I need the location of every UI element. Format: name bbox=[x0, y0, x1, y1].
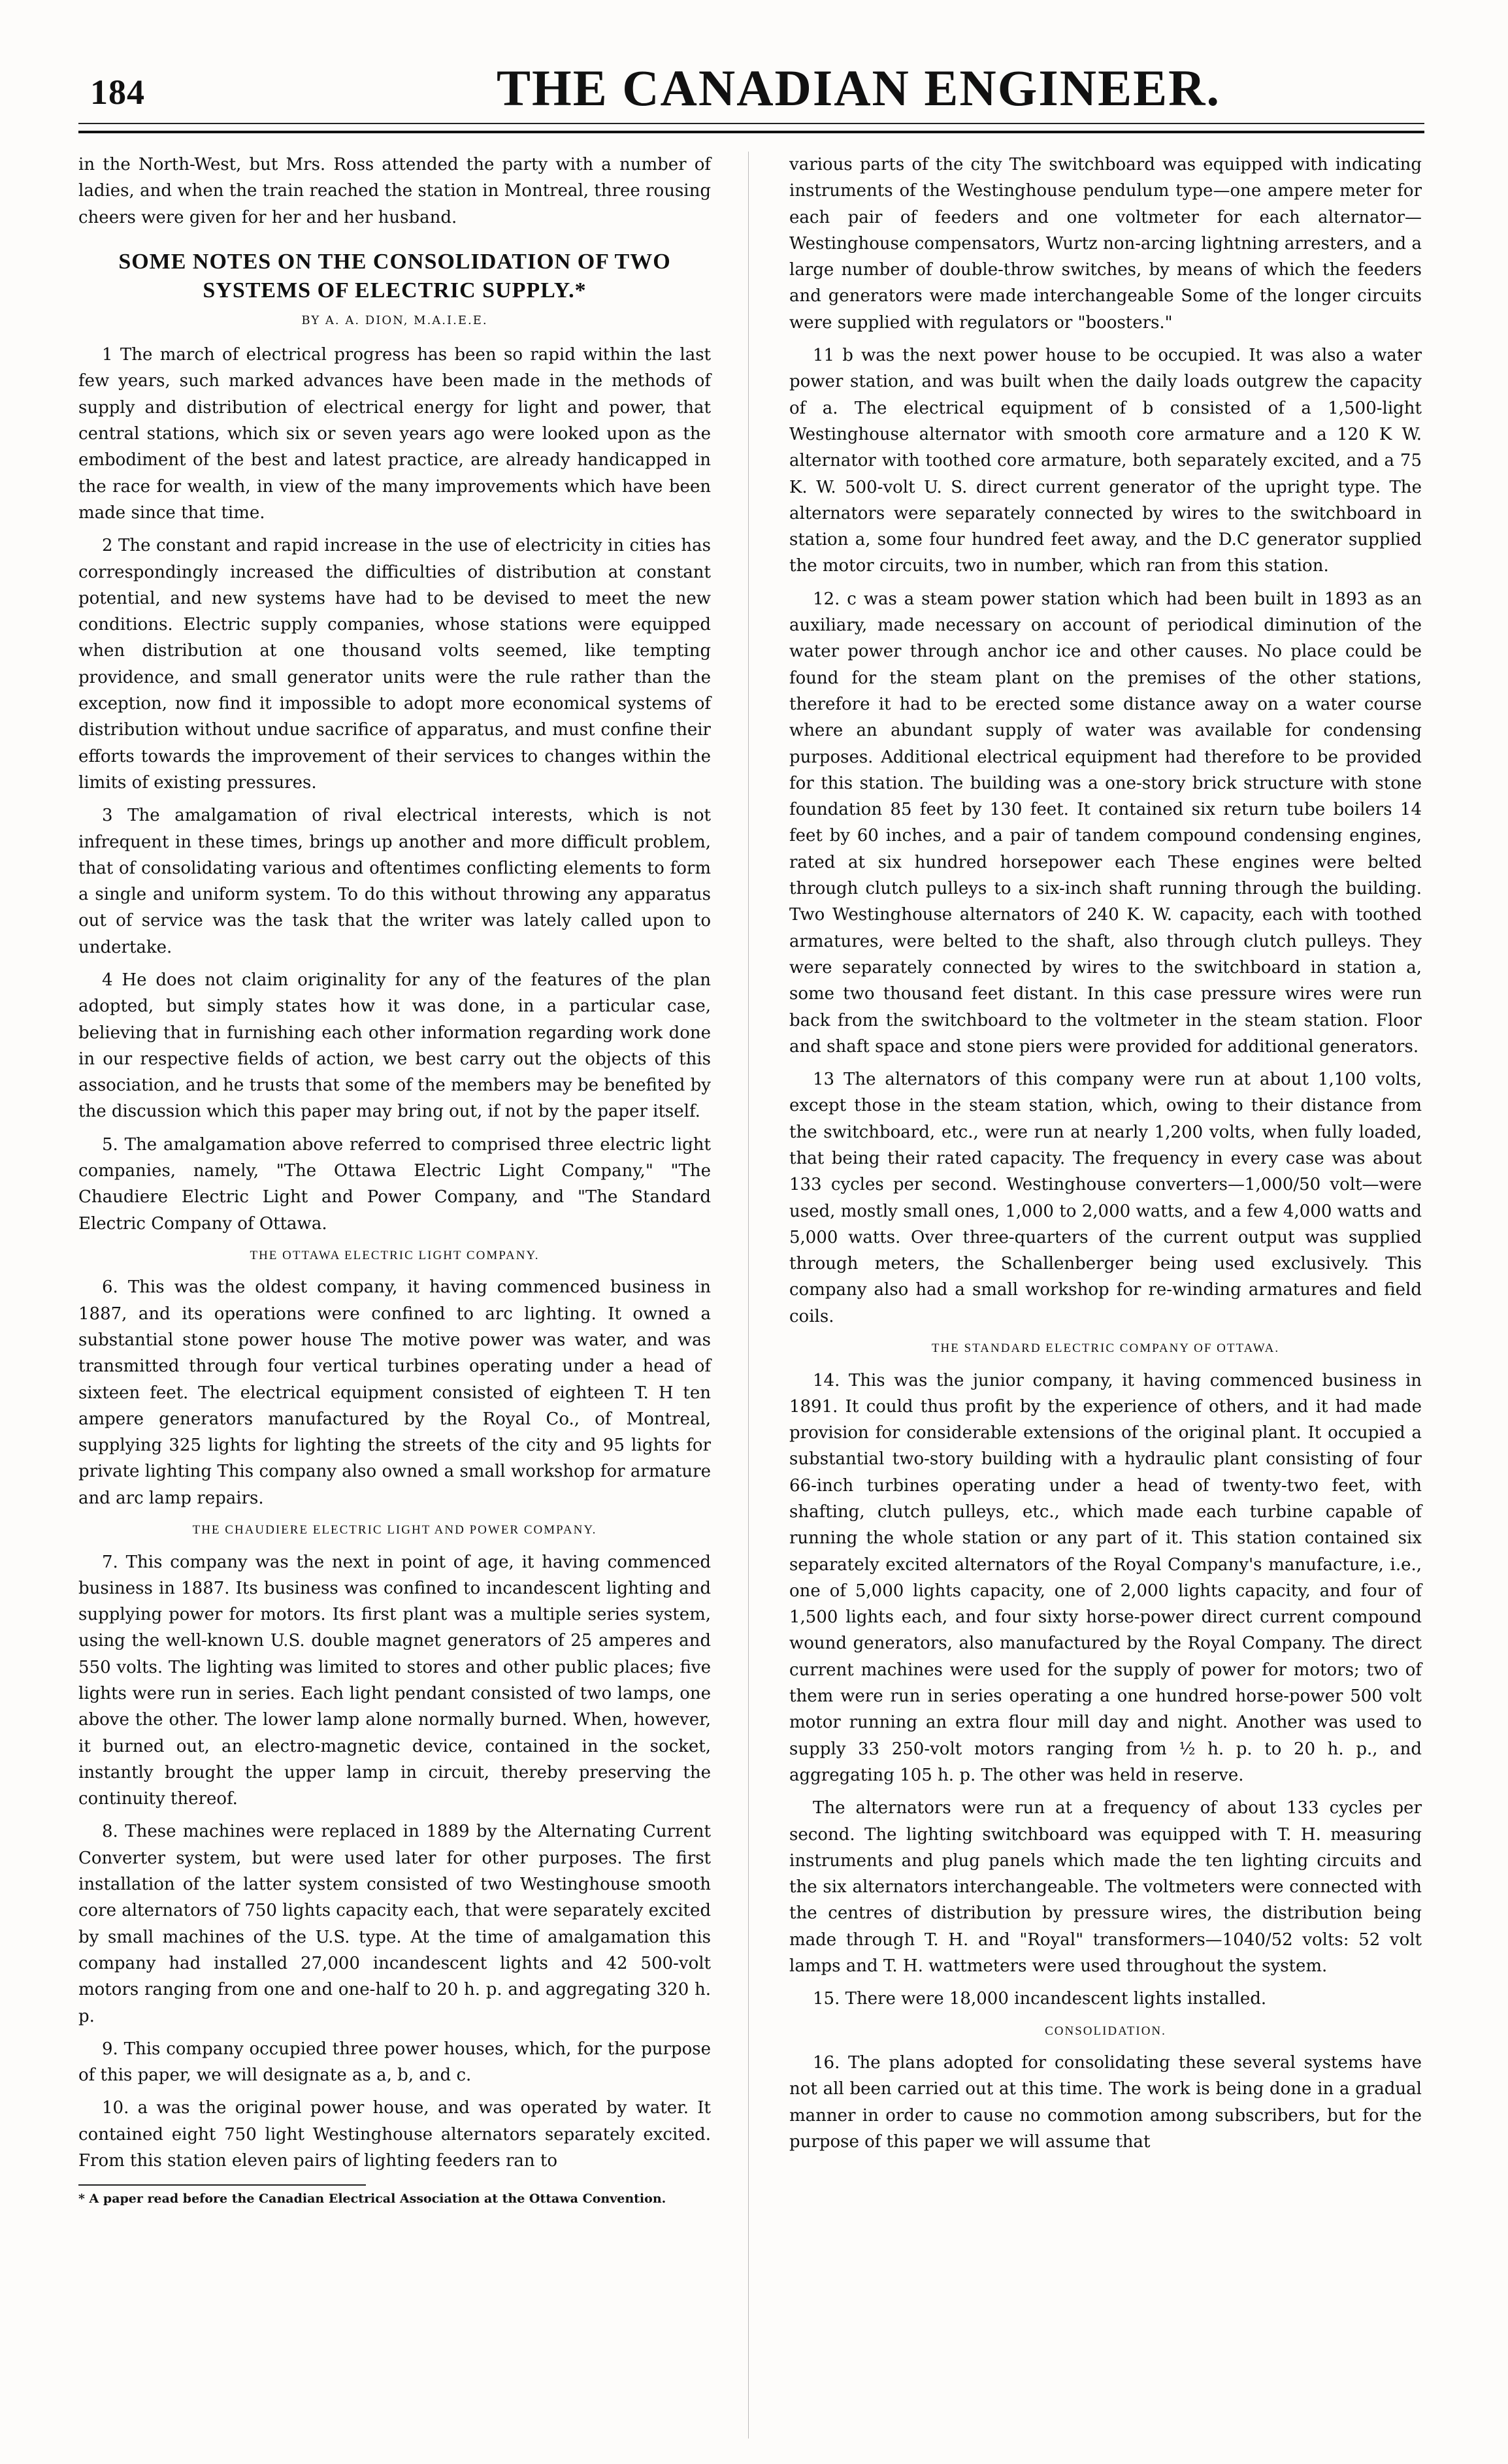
paragraph-10: 10. a was the original power house, and was operated by water. It contained eight 750 light Westinghouse alternators separately excited. From this station eleven pairs of lighting feeders ran to bbox=[78, 2098, 711, 2171]
paragraph-13: 13 The alternators of this company were run at about 1,100 volts, except those in the steam station, which, owing to their distance from the switchboard, etc., were run at nearly 1,200 volts, when fully loaded, that being their rated capacity. The frequency in every case was about 133 cycles per second. Westinghouse converters—1,000/50 volt—were used, mostly small ones, 1,000 to 2,000 watts, and a few 4,000 watts and 5,000 watts. Over three-quarters of the current output was supplied through meters, the Schallenberger being used exclusively. This company also had a small workshop for re-winding armatures and field coils. bbox=[789, 1070, 1422, 1326]
footnote-rule bbox=[78, 2184, 366, 2186]
section-heading-chaudiere: THE CHAUDIERE ELECTRIC LIGHT AND POWER COMPANY. bbox=[192, 1523, 597, 1537]
article-byline: BY A. A. DION, M.A.I.E.E. bbox=[301, 314, 488, 328]
header-rule-thick bbox=[78, 131, 1424, 133]
article-title: SOME NOTES ON THE CONSOLIDATION OF TWO SYSTEMS OF ELECTRIC SUPPLY.* bbox=[118, 249, 671, 303]
section-heading-ottawa: THE OTTAWA ELECTRIC LIGHT COMPANY. bbox=[250, 1248, 540, 1262]
intro-paragraph: in the North-West, but Mrs. Ross attended the party with a number of ladies, and when the train reached the station in Montreal, three rousing cheers were given for her and her husband. bbox=[78, 155, 711, 227]
paragraph-9: 9. This company occupied three power houses, which, for the purpose of this paper, we will designate as a, b, and c. bbox=[78, 2039, 711, 2086]
right-column bbox=[789, 152, 1422, 2161]
left-column bbox=[78, 152, 711, 2208]
paragraph-4: 4 He does not claim originality for any of the features of the plan adopted, but simply states how it was done, in a particular case, believing that in furnishing each other information regarding work done in our respective fields of action, we best carry out the objects of this association, and he trusts that some of the members may be benefited by the discussion which this paper may bring out, if not by the paper itself. bbox=[78, 970, 711, 1122]
paragraph-14b: The alternators were run at a frequency of about 133 cycles per second. The lighting switchboard was equipped with T. H. measuring instruments and plug panels which made the ten lighting circuits and the six alternators interchangeable. The voltmeters were connected with the centres of distribution by pressure wires, the distribution being made through T. H. and "Royal" transformers—1040/52 volts: 52 volt lamps and T. H. wattmeters were used throughout the system. bbox=[789, 1798, 1422, 1977]
footnote: * A paper read before the Canadian Electrical Association at the Ottawa Convention. bbox=[78, 2192, 666, 2207]
section-heading-consolidation: CONSOLIDATION. bbox=[1045, 2024, 1166, 2038]
header-rule-thin bbox=[78, 123, 1424, 124]
paragraph-14: 14. This was the junior company, it having commenced business in 1891. It could thus profit by the experience of others, and it had made provision for considerable extensions of the original plant. It occupied a substantial two-story building with a hydraulic plant consisting of four 66-inch turbines operating under a head of twenty-two feet, with shafting, clutch pulleys, etc., which made each turbine capable of running the whole station or any part of it. This station contained six separately excited alternators of the Royal Company's manufacture, i.e., one of 5,000 lights capacity, one of 2,000 lights capacity, and four of 1,500 lights each, and four sixty horse-power direct current compound wound generators, also manufactured by the Royal Company. The direct current machines were used for the supply of power for motors; two of them were run in series operating a one hundred horse-power 500 volt motor running an extra flour mill day and night. Another was used to supply 33 250-volt motors ranging from ½ h. p. to 20 h. p., and aggregating 105 h. p. The other was held in reserve. bbox=[789, 1370, 1422, 1785]
page-header bbox=[78, 46, 1424, 124]
paragraph-7: 7. This company was the next in point of age, it having commenced business in 1887. Its business was confined to incandescent lighting and supplying power for motors. Its first plant was a multiple series system, using the well-known U.S. double magnet generators of 25 amperes and 550 volts. The lighting was limited to stores and other public places; five lights were run in series. Each light pendant consisted of two lamps, one above the other. The lower lamp alone normally burned. When, however, it burned out, an electro-magnetic device, contained in the socket, instantly brought the upper lamp in circuit, thereby preserving the continuity thereof. bbox=[78, 1552, 711, 1809]
paragraph-16: 16. The plans adopted for consolidating these several systems have not all been carried out at this time. The work is being done in a gradual manner in order to cause no commotion among subscribers, but for the purpose of this paper we will assume that bbox=[789, 2053, 1422, 2152]
section-heading-standard: THE STANDARD ELECTRIC COMPANY OF OTTAWA. bbox=[931, 1341, 1280, 1356]
paragraph-3: 3 The amalgamation of rival electrical interests, which is not infrequent in these times, brings up another and more difficult problem, that of consolidating various and oftentimes conflicting elements to form a single and uniform system. To do this without throwing any apparatus out of service was the task that the writer was lately called upon to undertake. bbox=[78, 806, 711, 957]
page-number: 184 bbox=[90, 73, 145, 112]
paragraph-2: 2 The constant and rapid increase in the use of electricity in cities has correspondingly increased the difficulties of distribution at constant potential, and new systems have had to be devised to meet the new conditions. Electric supply companies, whose stations were equipped when distribution at one thousand volts seemed, like tempting providence, and small generator units were the rule rather than the exception, now find it impossible to adopt more economical systems of distribution without undue sacrifice of apparatus, and must confine their efforts towards the improvement of their services to changes within the limits of existing pressures. bbox=[78, 536, 711, 793]
paragraph-1: 1 The march of electrical progress has been so rapid within the last few years, such marked advances have been made in the methods of supply and distribution of electrical energy for light and power, that central stations, which six or seven years ago were looked upon as the embodiment of the best and latest practice, are already handicapped in the race for wealth, in view of the many improvements which have been made since that time. bbox=[78, 345, 711, 523]
paragraph-11: 11 b was the next power house to be occupied. It was also a water power station, and was built when the daily loads outgrew the capacity of a. The electrical equipment of b consisted of a 1,500-light Westinghouse alternator with smooth core armature and a 120 K W. alternator with toothed core armature, both separately excited, and a 75 K. W. 500-volt U. S. direct current generator of the upright type. The alternators were separately connected by wires to the switchboard in station a, some four hundred feet away, and the D.C generator supplied the motor circuits, two in number, which ran from this station. bbox=[789, 346, 1422, 576]
paragraph-8: 8. These machines were replaced in 1889 by the Alternating Current Converter system, but were used later for other purposes. The first installation of the latter system consisted of two Westinghouse smooth core alternators of 750 lights capacity each, that were separately excited by small machines of the U.S. type. At the time of amalgamation this company had installed 27,000 incandescent lights and 42 500-volt motors ranging from one and one-half to 20 h. p. and aggregating 320 h. p. bbox=[78, 1822, 711, 2026]
running-title: THE CANADIAN ENGINEER. bbox=[497, 59, 1221, 116]
paragraph-5: 5. The amalgamation above referred to comprised three electric light companies, namely, "The Ottawa Electric Light Company," "The Chaudiere Electric Light and Power Company, and "The Standard Electric Company of Ottawa. bbox=[78, 1134, 711, 1234]
paragraph-12: 12. c was a steam power station which had been built in 1893 as an auxiliary, made necessary on account of periodical diminution of the water power through anchor ice and other causes. No place could be found for the steam plant on the premises of the other stations, therefore it had to be erected some distance away on a water course where an abundant supply of water was available for condensing purposes. Additional electrical equipment had therefore to be provided for this station. The building was a one-story brick structure with stone foundation 85 feet by 130 feet. It contained six return tube boilers 14 feet by 60 inches, and a pair of tandem compound condensing engines, rated at six hundred horsepower each These engines were belted through clutch pulleys to a six-inch shaft running through the building. Two Westinghouse alternators of 240 K. W. capacity, each with toothed armatures, were belted to the shaft, also through clutch pulleys. They were separately connected by wires to the switchboard in station a, some two thousand feet distant. In this case pressure wires were run back from the switchboard to the voltmeter in the steam station. Floor and shaft space and stone piers were provided for additional generators. bbox=[789, 589, 1422, 1057]
column-divider bbox=[748, 152, 749, 2439]
paragraph-15: 15. There were 18,000 incandescent lights installed. bbox=[813, 1989, 1267, 2009]
paragraph-10-continued: various parts of the city The switchboard was equipped with indicating instruments of the Westinghouse pendulum type—one ampere meter for each pair of feeders and one voltmeter for each alternator—Westinghouse compensators, Wurtz non-arcing lightning arresters, and a large number of double-throw switches, by means of which the feeders and generators were made interchangeable Some of the longer circuits were supplied with regulators or "boosters." bbox=[789, 155, 1422, 333]
paragraph-6: 6. This was the oldest company, it having commenced business in 1887, and its operations were confined to arc lighting. It owned a substantial stone power house The motive power was water, and was transmitted through four vertical turbines operating under a head of sixteen feet. The electrical equipment consisted of eighteen T. H ten ampere generators manufactured by the Royal Co., of Montreal, supplying 325 lights for lighting the streets of the city and 95 lights for private lighting This company also owned a small workshop for armature and arc lamp repairs. bbox=[78, 1277, 711, 1508]
